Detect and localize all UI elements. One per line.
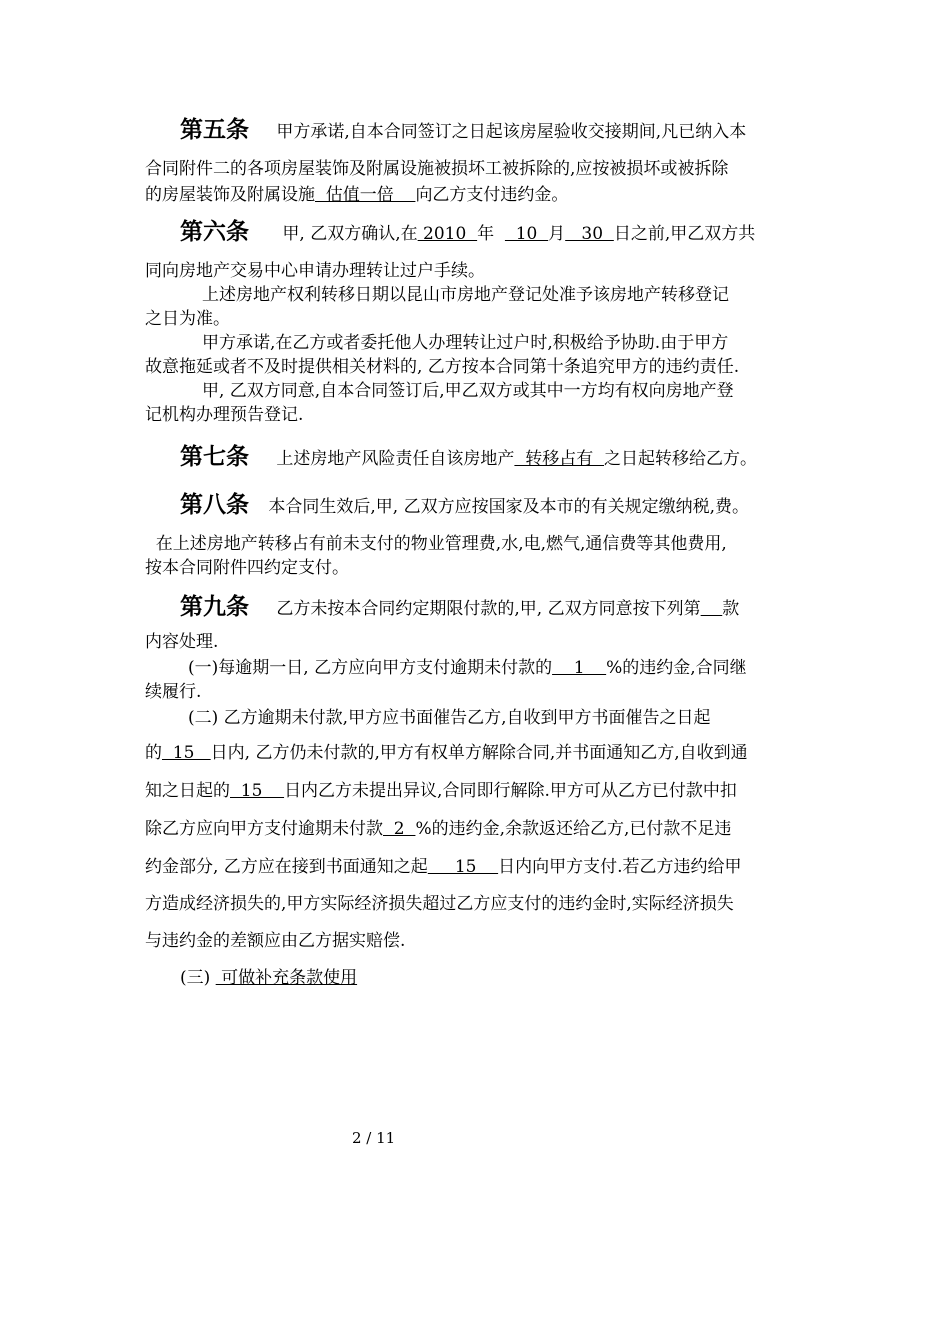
article-6-line-2: 同向房地产交易中心申请办理转让过户手续。: [145, 261, 485, 281]
article-5-line-2: 合同附件二的各项房屋装饰及附属设施被损坏工被拆除的,应按被损坏或被拆除: [145, 159, 729, 179]
article-6-para-4-line-1: 甲, 乙双方同意,自本合同签订后,甲乙双方或其中一方均有权向房地产登: [202, 381, 734, 401]
article-5-text: 甲方承诺,自本合同签订之日起该房屋验收交接期间,凡已纳入本: [276, 122, 747, 142]
article-7-title: 第七条: [180, 444, 249, 470]
article-5-title: 第五条: [180, 117, 249, 143]
article-6-para-3-line-2: 故意拖延或者不及时提供相关材料的, 乙方按本合同第十条追究甲方的违约责任.: [145, 357, 740, 377]
page-number: 2 / 11: [352, 1129, 396, 1147]
option-2-line-7: 与违约金的差额应由乙方据实赔偿.: [145, 931, 406, 951]
days-field-2: 15: [230, 781, 285, 801]
article-8-line-3: 按本合同附件四约定支付。: [145, 558, 349, 578]
penalty-amount-field: 估值一倍: [315, 185, 416, 205]
article-6-line-1: 第六条 甲, 乙双方确认,在 2010 年 10 月 30 日之前,甲乙双方共: [180, 219, 756, 245]
supplementary-clause-field: 可做补充条款使用: [215, 968, 358, 988]
option-2-line-1: (二) 乙方逾期未付款,甲方应书面催告乙方,自收到甲方书面催告之日起: [188, 708, 711, 728]
clause-choice-field: [701, 599, 723, 619]
day-field: 30: [565, 224, 614, 244]
article-9-line-1: 第九条 乙方未按本合同约定期限付款的,甲, 乙双方同意按下列第 款: [180, 594, 740, 620]
year-field: 2010: [417, 224, 478, 244]
daily-penalty-rate-field: 1: [552, 658, 607, 678]
article-8-title: 第八条: [180, 492, 249, 518]
article-6-para-2-line-1: 上述房地产权利转移日期以昆山市房地产登记处准予该房地产转移登记: [202, 285, 729, 305]
option-2-line-4: 除乙方应向甲方支付逾期未付款 2 %的违约金,余款返还给乙方,已付款不足违: [145, 819, 732, 839]
days-field-1: 15: [162, 743, 211, 763]
article-8-line-1: [180, 493, 749, 519]
option-2-line-6: 方造成经济损失的,甲方实际经济损失超过乙方应支付的违约金时,实际经济损失: [145, 894, 734, 914]
article-6-para-3-line-1: 甲方承诺,在乙方或者委托他人办理转让过户时,积极给予协助.由于甲方: [202, 333, 729, 353]
article-5-line-3: 的房屋装饰及附属设施 估值一倍 向乙方支付违约金。: [145, 185, 569, 205]
article-5-line-1: [180, 118, 746, 144]
article-6-para-2-line-2: 之日为准。: [145, 309, 230, 329]
article-6-title: 第六条: [180, 219, 249, 245]
article-7-line-1: 第七条 上述房地产风险责任自该房地产 转移占有 之日起转移给乙方。: [180, 444, 758, 470]
option-3-line: (三) 可做补充条款使用: [180, 968, 358, 988]
article-8-line-2: 在上述房地产转移占有前未支付的物业管理费,水,电,燃气,通信费等其他费用,: [145, 534, 727, 554]
option-2-line-3: 知之日起的 15 日内乙方未提出异议,合同即行解除.甲方可从乙方已付款中扣: [145, 781, 737, 801]
article-6-para-4-line-2: 记机构办理预告登记.: [145, 405, 304, 425]
days-field-3: 15: [427, 857, 499, 877]
transfer-possession-field: 转移占有: [514, 449, 605, 469]
option-2-line-2: 的 15 日内, 乙方仍未付款的,甲方有权单方解除合同,并书面通知乙方,自收到通: [145, 743, 748, 763]
article-8-text: 本合同生效后,甲, 乙双方应按国家及本市的有关规定缴纳税,费。: [268, 497, 750, 517]
option-1-line-1: (一)每逾期一日, 乙方应向甲方支付逾期未付款的 1 %的违约金,合同继: [188, 658, 747, 678]
penalty-rate-field: 2: [383, 819, 416, 839]
month-field: 10: [504, 224, 549, 244]
article-9-title: 第九条: [180, 594, 249, 620]
article-9-line-2: 内容处理.: [145, 632, 219, 652]
option-2-line-5: 约金部分, 乙方应在接到书面通知之起 15 日内向甲方支付.若乙方违约给甲: [145, 857, 742, 877]
option-1-line-2: 续履行.: [145, 682, 202, 702]
